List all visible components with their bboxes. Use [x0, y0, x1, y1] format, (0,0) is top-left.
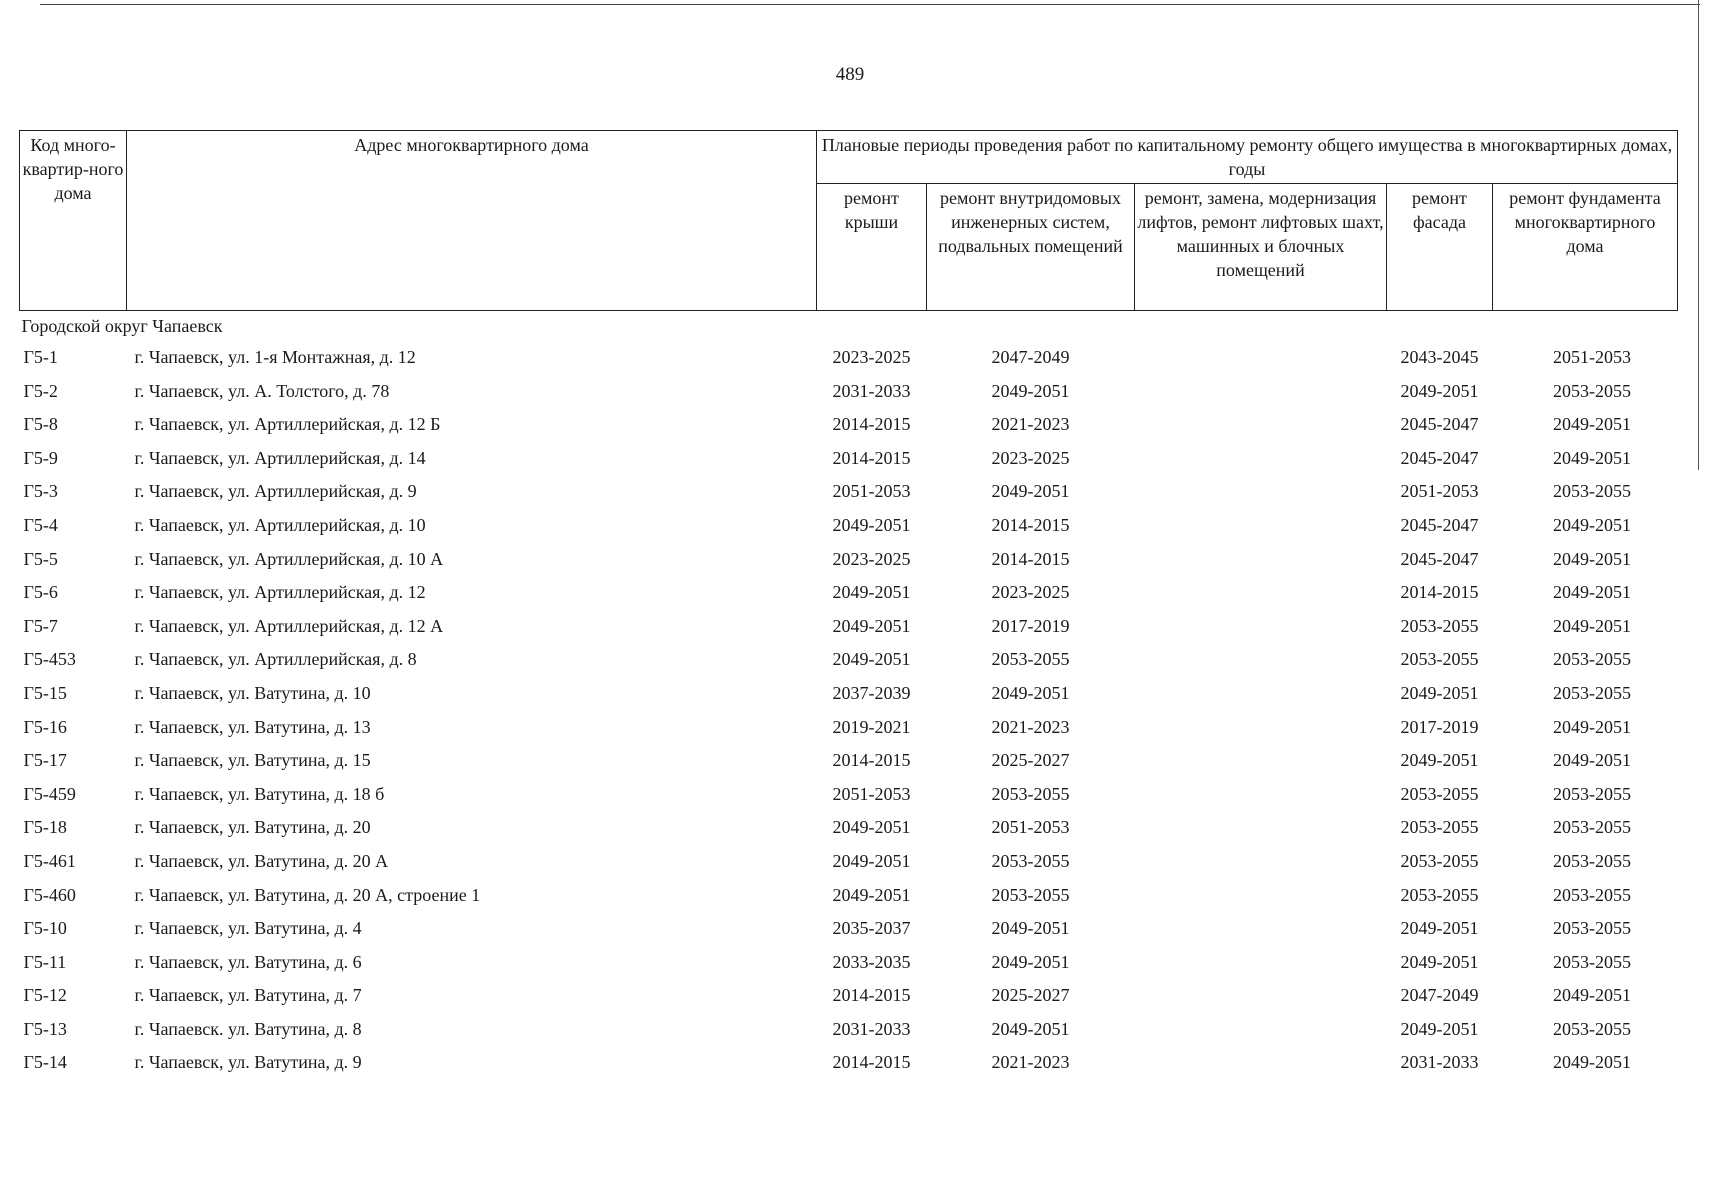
table-row	[20, 912, 1678, 946]
cell-facade: 2049-2051	[1400, 682, 1479, 703]
cell-address: г. Чапаевск, ул. Ватутина, д. 20 А	[134, 850, 389, 871]
table-row	[20, 879, 1678, 913]
cell-address: г. Чапаевск, ул. Артиллерийская, д. 12 А	[134, 615, 444, 636]
cell-roof: 2049-2051	[832, 615, 911, 636]
cell-engineering: 2049-2051	[991, 1018, 1070, 1039]
header-foundation: ремонт фундамента многоквартирного дома	[1493, 184, 1678, 311]
cell-foundation: 2051-2053	[1553, 347, 1631, 367]
cell-roof: 2014-2015	[832, 1052, 911, 1073]
cell-engineering: 2053-2055	[991, 649, 1070, 670]
cell-engineering: 2049-2051	[991, 481, 1070, 502]
cell-lifts	[1135, 1046, 1387, 1080]
group-title: Городской округ Чапаевск	[21, 316, 223, 336]
cell-roof: 2033-2035	[832, 951, 911, 972]
cell-address: г. Чапаевск, ул. Ватутина, д. 18 б	[134, 783, 385, 804]
cell-foundation: 2053-2055	[1553, 884, 1631, 905]
cell-foundation: 2053-2055	[1553, 481, 1631, 502]
group-row	[20, 311, 1678, 342]
cell-roof: 2049-2051	[832, 514, 911, 535]
cell-engineering: 2049-2051	[991, 682, 1070, 703]
cell-engineering: 2025-2027	[991, 985, 1070, 1006]
table-header	[20, 131, 1678, 311]
cell-lifts	[1135, 610, 1387, 644]
cell-foundation: 2053-2055	[1553, 850, 1631, 871]
cell-facade: 2049-2051	[1400, 951, 1479, 972]
cell-address: г. Чапаевск, ул. А. Толстого, д. 78	[134, 380, 390, 401]
cell-code: Г5-1	[23, 347, 58, 367]
cell-engineering: 2053-2055	[991, 783, 1070, 804]
cell-address: г. Чапаевск, ул. Артиллерийская, д. 10	[134, 514, 426, 535]
cell-foundation: 2049-2051	[1553, 615, 1631, 636]
table-row	[20, 1046, 1678, 1080]
cell-code: Г5-5	[23, 548, 58, 569]
cell-facade: 2043-2045	[1400, 347, 1479, 367]
right-edge-line	[1698, 0, 1699, 470]
cell-code: Г5-9	[23, 447, 58, 468]
cell-foundation: 2049-2051	[1553, 716, 1631, 737]
cell-code: Г5-15	[23, 682, 67, 703]
cell-foundation: 2053-2055	[1553, 380, 1631, 401]
cell-engineering: 2014-2015	[991, 548, 1070, 569]
table-row	[20, 1013, 1678, 1047]
cell-code: Г5-461	[23, 850, 76, 871]
cell-engineering: 2021-2023	[991, 1052, 1070, 1073]
cell-facade: 2017-2019	[1400, 716, 1479, 737]
header-facade: ремонт фасада	[1387, 184, 1493, 311]
cell-address: г. Чапаевск, ул. Ватутина, д. 4	[134, 918, 362, 939]
header-periods: Плановые периоды проведения работ по капитальному ремонту общего имущества в многоквартирных домах, годы	[817, 131, 1678, 184]
table-row	[20, 442, 1678, 476]
cell-lifts	[1135, 677, 1387, 711]
cell-facade: 2045-2047	[1400, 447, 1479, 468]
cell-code: Г5-14	[23, 1052, 67, 1073]
cell-address: г. Чапаевск, ул. Ватутина, д. 13	[134, 716, 371, 737]
cell-engineering: 2025-2027	[991, 750, 1070, 771]
table-row	[20, 643, 1678, 677]
cell-code: Г5-13	[23, 1018, 67, 1039]
cell-lifts	[1135, 442, 1387, 476]
cell-foundation: 2049-2051	[1553, 414, 1631, 435]
cell-engineering: 2051-2053	[991, 817, 1070, 838]
cell-code: Г5-18	[23, 817, 67, 838]
cell-lifts	[1135, 1013, 1387, 1047]
cell-roof: 2051-2053	[832, 481, 911, 502]
cell-foundation: 2049-2051	[1553, 1052, 1631, 1073]
table-row	[20, 475, 1678, 509]
cell-address: г. Чапаевск, ул. Ватутина, д. 20	[134, 817, 371, 838]
cell-roof: 2037-2039	[832, 682, 911, 703]
cell-address: г. Чапаевск, ул. Артиллерийская, д. 12	[134, 582, 426, 603]
cell-address: г. Чапаевск, ул. Ватутина, д. 6	[134, 951, 362, 972]
cell-engineering: 2049-2051	[991, 951, 1070, 972]
table-row	[20, 677, 1678, 711]
cell-address: г. Чапаевск, ул. Ватутина, д. 20 А, строение 1	[134, 884, 481, 905]
cell-facade: 2049-2051	[1400, 918, 1479, 939]
cell-facade: 2053-2055	[1400, 884, 1479, 905]
cell-code: Г5-10	[23, 918, 67, 939]
table-row	[20, 375, 1678, 409]
cell-engineering: 2023-2025	[991, 582, 1070, 603]
cell-roof: 2014-2015	[832, 985, 911, 1006]
table-row	[20, 946, 1678, 980]
cell-roof: 2049-2051	[832, 649, 911, 670]
cell-roof: 2035-2037	[832, 918, 911, 939]
cell-code: Г5-6	[23, 582, 58, 603]
cell-roof: 2014-2015	[832, 414, 911, 435]
page-number: 489	[835, 64, 865, 85]
cell-foundation: 2049-2051	[1553, 447, 1631, 468]
cell-code: Г5-17	[23, 750, 67, 771]
header-engineering: ремонт внутридомовых инженерных систем, подвальных помещений	[927, 184, 1135, 311]
table-row	[20, 778, 1678, 812]
header-address: Адрес многоквартирного дома	[127, 131, 817, 311]
cell-facade: 2053-2055	[1400, 615, 1479, 636]
cell-lifts	[1135, 946, 1387, 980]
cell-engineering: 2014-2015	[991, 514, 1070, 535]
cell-lifts	[1135, 408, 1387, 442]
cell-code: Г5-16	[23, 716, 67, 737]
cell-foundation: 2053-2055	[1553, 951, 1631, 972]
cell-facade: 2047-2049	[1400, 985, 1479, 1006]
cell-facade: 2045-2047	[1400, 514, 1479, 535]
cell-roof: 2014-2015	[832, 447, 911, 468]
repair-schedule-table	[19, 130, 1678, 1080]
cell-engineering: 2053-2055	[991, 850, 1070, 871]
cell-facade: 2053-2055	[1400, 783, 1479, 804]
cell-lifts	[1135, 744, 1387, 778]
cell-roof: 2031-2033	[832, 380, 911, 401]
cell-facade: 2014-2015	[1400, 582, 1479, 603]
cell-address: г. Чапаевск, ул. Ватутина, д. 15	[134, 750, 371, 771]
cell-facade: 2053-2055	[1400, 649, 1479, 670]
cell-code: Г5-460	[23, 884, 76, 905]
cell-address: г. Чапаевск, ул. Ватутина, д. 10	[134, 682, 371, 703]
cell-address: г. Чапаевск, ул. Ватутина, д. 9	[134, 1052, 362, 1073]
cell-code: Г5-459	[23, 783, 76, 804]
cell-lifts	[1135, 576, 1387, 610]
cell-address: г. Чапаевск, ул. Артиллерийская, д. 12 Б	[134, 414, 441, 435]
cell-roof: 2019-2021	[832, 716, 911, 737]
cell-foundation: 2053-2055	[1553, 1018, 1631, 1039]
table-row	[20, 408, 1678, 442]
cell-foundation: 2053-2055	[1553, 649, 1631, 670]
cell-engineering: 2053-2055	[991, 884, 1070, 905]
cell-foundation: 2053-2055	[1553, 783, 1631, 804]
cell-lifts	[1135, 341, 1387, 375]
header-code: Код много-квартир-ного дома	[20, 131, 127, 311]
cell-facade: 2051-2053	[1400, 481, 1479, 502]
cell-engineering: 2023-2025	[991, 447, 1070, 468]
cell-foundation: 2049-2051	[1553, 514, 1631, 535]
cell-lifts	[1135, 845, 1387, 879]
cell-roof: 2023-2025	[832, 548, 911, 569]
cell-lifts	[1135, 811, 1387, 845]
cell-facade: 2045-2047	[1400, 548, 1479, 569]
cell-code: Г5-4	[23, 514, 58, 535]
cell-code: Г5-8	[23, 414, 58, 435]
cell-lifts	[1135, 475, 1387, 509]
table-row	[20, 543, 1678, 577]
cell-facade: 2053-2055	[1400, 817, 1479, 838]
cell-lifts	[1135, 509, 1387, 543]
cell-roof: 2023-2025	[832, 347, 911, 367]
cell-foundation: 2049-2051	[1553, 985, 1631, 1006]
cell-facade: 2049-2051	[1400, 380, 1479, 401]
cell-facade: 2053-2055	[1400, 850, 1479, 871]
cell-roof: 2014-2015	[832, 750, 911, 771]
cell-facade: 2045-2047	[1400, 414, 1479, 435]
cell-engineering: 2017-2019	[991, 615, 1070, 636]
table-row	[20, 576, 1678, 610]
cell-facade: 2031-2033	[1400, 1052, 1479, 1073]
table-row	[20, 509, 1678, 543]
cell-address: г. Чапаевск, ул. Артиллерийская, д. 10 А	[134, 548, 444, 569]
cell-code: Г5-12	[23, 985, 67, 1006]
cell-lifts	[1135, 375, 1387, 409]
cell-code: Г5-3	[23, 481, 58, 502]
cell-engineering: 2021-2023	[991, 414, 1070, 435]
cell-roof: 2031-2033	[832, 1018, 911, 1039]
table-row	[20, 979, 1678, 1013]
table-row	[20, 744, 1678, 778]
cell-lifts	[1135, 979, 1387, 1013]
cell-engineering: 2049-2051	[991, 380, 1070, 401]
top-border-line	[40, 4, 1700, 5]
cell-lifts	[1135, 778, 1387, 812]
cell-foundation: 2053-2055	[1553, 682, 1631, 703]
cell-address: г. Чапаевск, ул. Ватутина, д. 7	[134, 985, 362, 1006]
cell-roof: 2049-2051	[832, 817, 911, 838]
cell-lifts	[1135, 711, 1387, 745]
cell-code: Г5-7	[23, 615, 58, 636]
cell-lifts	[1135, 543, 1387, 577]
header-roof: ремонт крыши	[817, 184, 927, 311]
table-row	[20, 610, 1678, 644]
cell-lifts	[1135, 912, 1387, 946]
cell-facade: 2049-2051	[1400, 1018, 1479, 1039]
cell-address: г. Чапаевск, ул. Артиллерийская, д. 8	[134, 649, 417, 670]
cell-engineering: 2049-2051	[991, 918, 1070, 939]
table-row	[20, 845, 1678, 879]
cell-foundation: 2049-2051	[1553, 750, 1631, 771]
cell-foundation: 2049-2051	[1553, 548, 1631, 569]
table-body	[20, 311, 1678, 1081]
cell-roof: 2049-2051	[832, 850, 911, 871]
cell-code: Г5-453	[23, 649, 76, 670]
cell-engineering: 2047-2049	[991, 347, 1070, 367]
cell-engineering: 2021-2023	[991, 716, 1070, 737]
cell-foundation: 2049-2051	[1553, 582, 1631, 603]
cell-foundation: 2053-2055	[1553, 817, 1631, 838]
cell-address: г. Чапаевск. ул. Ватутина, д. 8	[134, 1018, 362, 1039]
cell-lifts	[1135, 879, 1387, 913]
cell-address: г. Чапаевск, ул. Артиллерийская, д. 14	[134, 447, 426, 468]
cell-address: г. Чапаевск, ул. Артиллерийская, д. 9	[134, 481, 417, 502]
cell-facade: 2049-2051	[1400, 750, 1479, 771]
cell-roof: 2051-2053	[832, 783, 911, 804]
cell-roof: 2049-2051	[832, 582, 911, 603]
cell-code: Г5-11	[23, 951, 67, 972]
cell-code: Г5-2	[23, 380, 58, 401]
cell-address: г. Чапаевск, ул. 1-я Монтажная, д. 12	[134, 347, 416, 367]
header-lifts: ремонт, замена, модернизация лифтов, ремонт лифтовых шахт, машинных и блочных помещений	[1135, 184, 1387, 311]
table-row	[20, 711, 1678, 745]
cell-lifts	[1135, 643, 1387, 677]
table-row	[20, 811, 1678, 845]
table-row	[20, 341, 1678, 375]
cell-roof: 2049-2051	[832, 884, 911, 905]
cell-foundation: 2053-2055	[1553, 918, 1631, 939]
